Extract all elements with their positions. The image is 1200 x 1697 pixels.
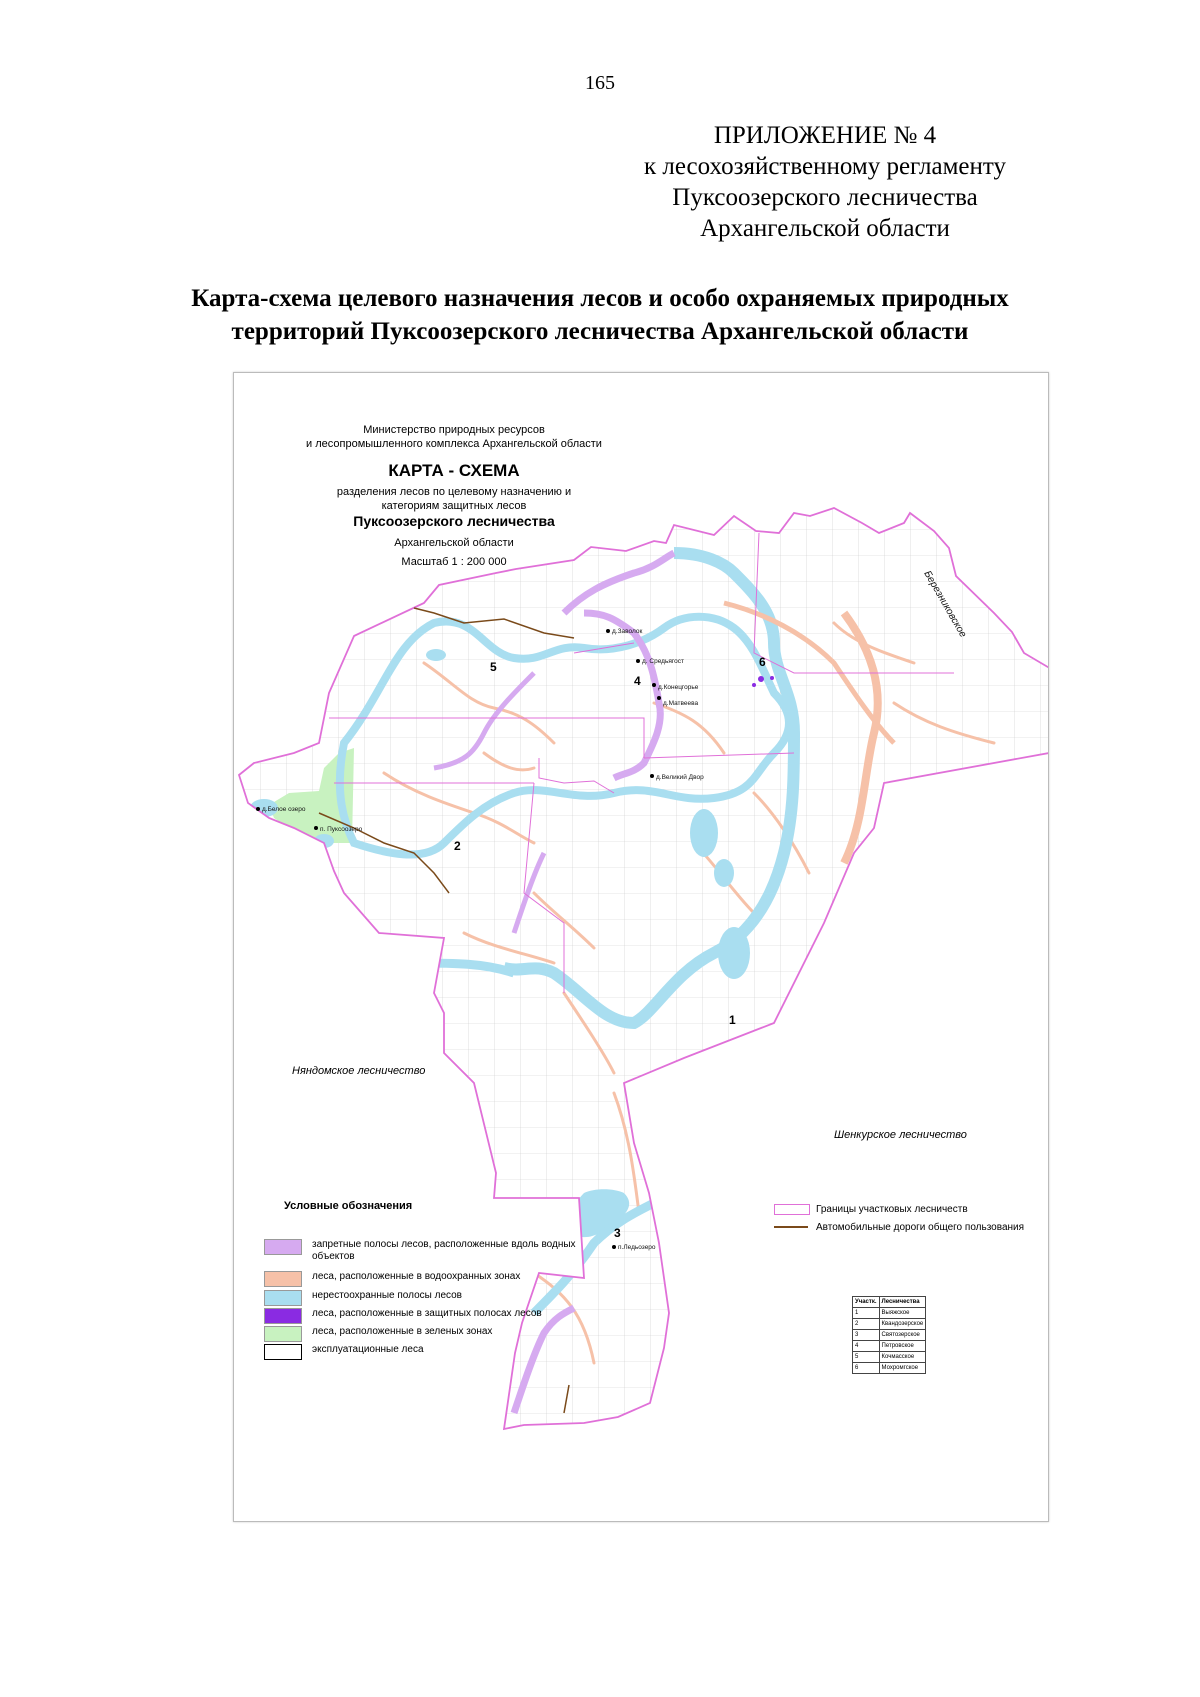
legend-label-protective-strips: леса, расположенные в защитных полосах лесов [312,1308,542,1319]
map-forestry-name: Пуксоозерского лесничества [353,513,555,529]
legend-label-prohibited: запретные полосы лесов, расположенные вдоль водных объектов [312,1239,576,1262]
map-description [234,485,674,513]
boundary-symbol [774,1204,810,1215]
neighbor-shenkursk: Шенкурское лесничество [834,1129,967,1141]
desc-line-1: разделения лесов по целевому назначению и [336,486,572,498]
district-table-header [853,1297,926,1308]
legend-swatch-protective-strips [264,1308,302,1324]
road-symbol [774,1226,808,1228]
legend-swatch-green-zones [264,1326,302,1342]
district-number-5: 5 [490,660,497,674]
district-table [852,1296,926,1374]
legend-label-exploitation: эксплуатационные леса [312,1344,424,1355]
document-title [90,282,1110,348]
title-line-2: территорий Пуксоозерского лесничества Архангельской области [231,318,969,345]
table-row [853,1363,926,1374]
appendix-line-4: Архангельской области [700,215,950,242]
map-ministry [234,423,674,451]
district-num-cell: 5 [853,1352,880,1363]
neighbor-nyandoma: Няндомское лесничество [292,1065,426,1077]
district-number-3: 3 [614,1226,621,1240]
appendix-line-3: Пуксоозерского лесничества [672,184,978,211]
map-scale: Масштаб 1 : 200 000 [401,556,507,568]
district-name-cell: Мохромгское [879,1363,926,1374]
legend-swatch-exploitation [264,1344,302,1360]
table-row [853,1308,926,1319]
district-num-cell: 3 [853,1330,880,1341]
district-name-cell: Святозерское [879,1330,926,1341]
map-region: Архангельской области [394,537,514,549]
place-zavolok: д.Заволок [612,628,643,635]
legend-label-green-zones: леса, расположенные в зеленых зонах [312,1326,493,1337]
title-line-1: Карта-схема целевого назначения лесов и особо охраняемых природных [191,285,1009,312]
district-name-cell: Кочмасское [879,1352,926,1363]
district-num-cell: 6 [853,1363,880,1374]
appendix-heading [575,120,1075,244]
table-row [853,1330,926,1341]
place-veliky-dvor: д.Великий Двор [656,774,704,781]
table-row [853,1341,926,1352]
legend-swatch-prohibited [264,1239,302,1255]
place-puksoozero: п. Пуксоозеро [320,826,363,833]
ministry-line-2: и лесопромышленного комплекса Архангельской области [306,438,602,450]
district-name-cell: Выяжское [879,1308,926,1319]
district-number-2: 2 [454,839,461,853]
district-number-1: 1 [729,1013,736,1027]
district-number-4: 4 [634,674,641,688]
appendix-line-2: к лесохозяйственному регламенту [643,153,1007,180]
appendix-line-1: ПРИЛОЖЕНИЕ № 4 [713,122,937,149]
neighbor-bereznik: Березниковское [921,569,969,640]
district-name-cell: Петровское [879,1341,926,1352]
legend-label-water-protection: леса, расположенные в водоохранных зонах [312,1271,521,1282]
map-kind: КАРТА - СХЕМА [388,461,520,480]
place-matveeva: д.Матвеева [663,700,699,707]
district-number-6: 6 [759,655,766,669]
district-num-cell: 1 [853,1308,880,1319]
legend-label-spawning: нерестоохранные полосы лесов [312,1290,462,1301]
district-num-cell: 4 [853,1341,880,1352]
page-number: 165 [585,72,615,94]
district-table-header-num: Участк. [853,1297,880,1308]
legend-swatch-water-protection [264,1271,302,1287]
place-beloe-ozero: д.Белое озеро [262,806,306,813]
table-row [853,1352,926,1363]
boundary-label: Границы участковых лесничеств [816,1204,968,1215]
road-label: Автомобильные дороги общего пользования [816,1222,1025,1233]
ministry-line-1: Министерство природных ресурсов [363,424,545,436]
forestry-map [233,372,1049,1522]
table-row [853,1319,926,1330]
desc-line-2: категориям защитных лесов [381,500,527,512]
district-table-header-name: Лесничества [879,1297,926,1308]
legend-title: Условные обозначения [284,1200,413,1212]
district-name-cell: Квандозерское [879,1319,926,1330]
place-ledyozero: п.Ледьозеро [618,1244,656,1251]
place-srednyaya-gora: д. Средьягост [642,658,684,665]
district-num-cell: 2 [853,1319,880,1330]
legend-swatch-spawning [264,1290,302,1306]
place-konetsgorye: д.Конецгорье [658,684,699,691]
